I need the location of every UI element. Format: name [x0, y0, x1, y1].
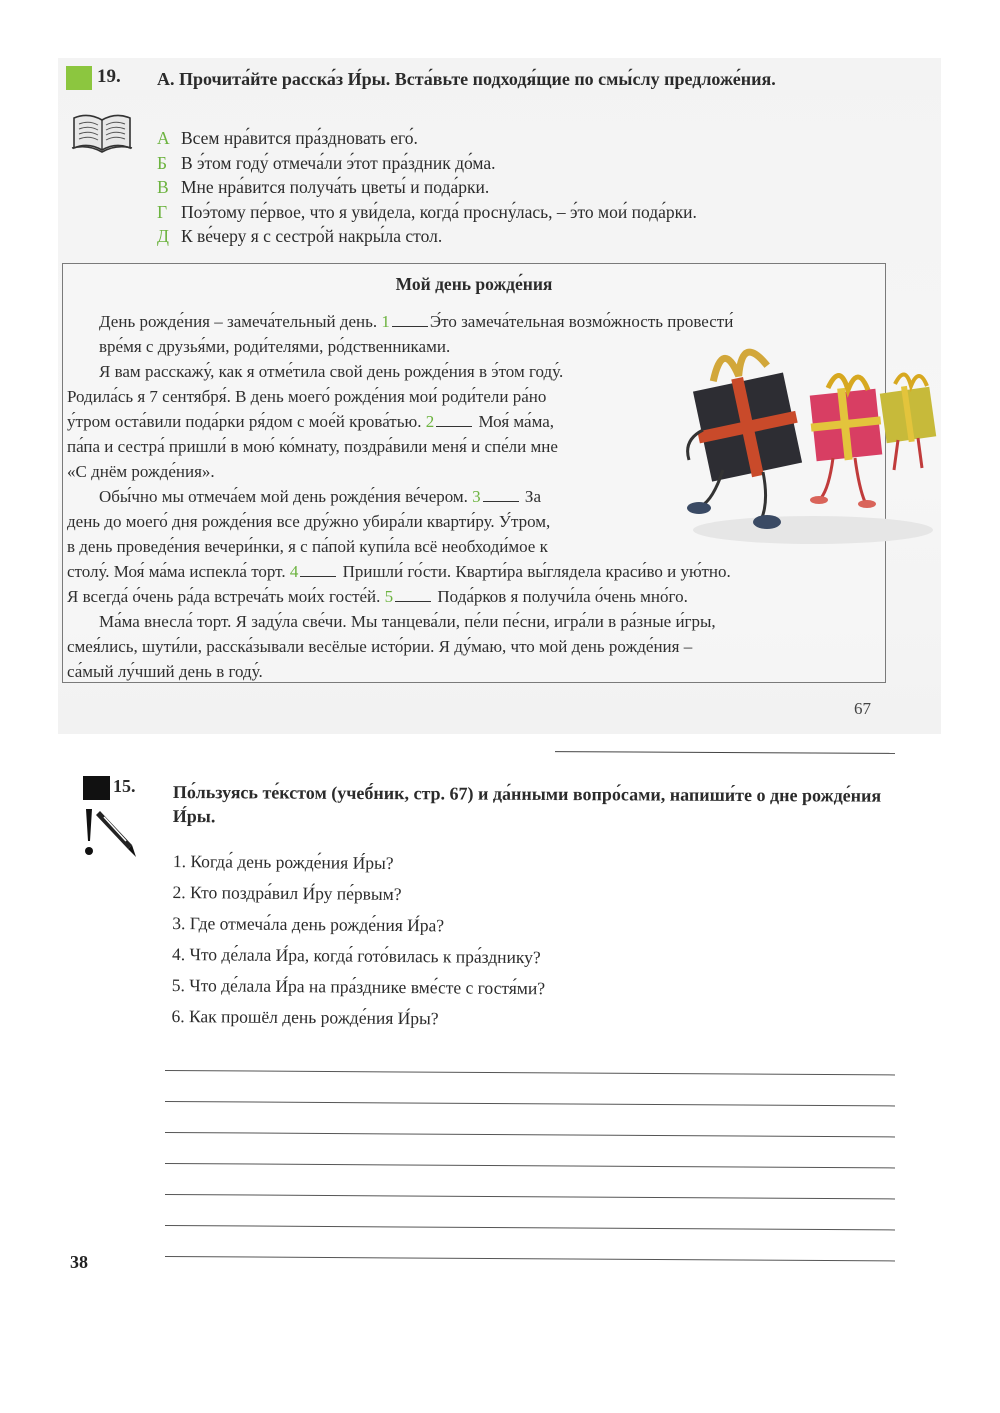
story-paragraph-3: Обы́чно мы отмеча́ем мой день рожде́ния ве́чером. 3 За	[99, 487, 541, 506]
answer-line[interactable]	[165, 1040, 895, 1075]
exercise-19-number: 19.	[97, 66, 121, 87]
story-paragraph-4-cont: смея́лись, шути́ли, расска́зывали весёлые исто́рии. Я ду́маю, что мой день рожде́ния – са́мый лу́чший день в году́.	[67, 637, 693, 681]
exercise-15-title: По́льзуясь те́кстом (учеб́ник, стр. 67) и да́нными вопро́сами, напиши́те о дне рожде́ния И́ры.	[172, 782, 882, 827]
pen-exclamation-icon	[80, 805, 140, 865]
story-paragraph-4: Ма́ма внесла́ торт. Я заду́ла све́чи. Мы танцева́ли, пе́ли пе́сни, игра́ли в ра́зные и́гры,	[99, 612, 716, 631]
question-4: 4. Что де́лала И́ра, когда́ гото́вилась к пра́зднику?	[171, 943, 541, 968]
option-g: Г Поэ́тому пе́рвое, что я уви́дела, когда́ просну́лась, – э́то мои́ пода́рки.	[157, 201, 697, 222]
gap-2-number: 2	[425, 412, 435, 431]
exercise-15-marker	[83, 776, 110, 800]
answer-line[interactable]	[165, 1195, 895, 1230]
answer-line[interactable]	[165, 1133, 895, 1168]
walking-gifts-illustration	[683, 330, 941, 555]
question-list	[171, 846, 733, 1037]
exercise-19-marker	[66, 66, 92, 90]
open-book-icon	[70, 108, 134, 159]
gap-3-number: 3	[472, 487, 481, 506]
gap-4-blank[interactable]	[300, 563, 336, 577]
answer-line[interactable]	[165, 1164, 895, 1199]
answer-lines	[165, 1040, 895, 1257]
gap-2-blank[interactable]	[436, 413, 472, 427]
workbook-page-number: 38	[70, 1252, 88, 1272]
option-a: А Всем нра́вится пра́здновать его́.	[157, 128, 418, 148]
option-b: Б В э́том году́ отмеча́ли э́тот пра́здник до́ма.	[157, 152, 496, 173]
option-d: Д К ве́черу я с сестро́й накры́ла стол.	[157, 226, 443, 246]
option-v: В Мне нра́вится получа́ть цветы́ и пода́рки.	[157, 177, 490, 197]
answer-line[interactable]	[165, 1071, 895, 1106]
question-2: 2. Кто поздра́вил И́ру пе́рвым?	[172, 881, 402, 904]
gap-1-blank[interactable]	[392, 313, 428, 327]
story-paragraph-1: День рожде́ния – замеча́тельный день. 1 Э́то замеча́тельная возмо́жность провести́ вре́мя с друзья́ми, роди́телями, ро́дственниками.	[99, 312, 734, 356]
answer-line[interactable]	[165, 1102, 895, 1137]
question-3: 3. Где отмеча́ла день рожде́ния И́ра?	[172, 912, 445, 936]
separator-line	[555, 751, 895, 754]
gap-5-blank[interactable]	[395, 588, 431, 602]
story-title: Мой день рожде́ния	[395, 274, 553, 294]
story-paragraph-2: Я вам расскажу́, как я отме́тила свой день рожде́ния в э́том году́.	[99, 362, 564, 381]
gap-1-number: 1	[381, 312, 390, 331]
question-1: 1. Когда́ день рожде́ния И́ры?	[172, 850, 394, 873]
question-6: 6. Как прошёл день рожде́ния И́ры?	[171, 1005, 439, 1029]
gap-5-number: 5	[384, 587, 394, 606]
gap-4-number: 4	[289, 562, 299, 581]
story-paragraph-3-cont: день до моего́ дня рожде́ния все дру́жно убира́ли кварти́ру. У́тром, в день проведе́ния вечери́нки, я с па́пой купи́ла всё необходи́мое к столу́. Моя́ ма́ма испекла́ торт. 4 Пришли́ го́сти. Кварти́ра вы́глядела краси́во и ую́тно. Я всегда́ о́чень ра́да встреча́ть мои́х госте́й. 5 Пода́рков я получи́ла о́чень мно́го.	[67, 512, 731, 606]
question-5: 5. Что де́лала И́ра на пра́зднике вме́сте с гостя́ми?	[171, 974, 546, 999]
gap-3-blank[interactable]	[483, 488, 519, 502]
exercise-19-title: А. Прочита́йте расска́з И́ры. Вста́вьте подходя́щие по смы́слу предложе́ния.	[157, 69, 776, 89]
sentence-options	[157, 126, 877, 249]
answer-line[interactable]	[165, 1226, 895, 1261]
story-paragraph-2-cont: Родила́сь я 7 сентября́. В день моего́ рожде́ния мои́ роди́тели ра́но у́тром оста́вили пода́рки ря́дом с мое́й крова́тью. 2 Моя́ ма́ма, па́па и сестра́ пришли́ в мою́ ко́мнату, поздра́вили меня́ и спе́ли мне «С днём рожде́ния».	[67, 387, 558, 481]
textbook-page-number: 67	[854, 699, 871, 718]
exercise-15-number: 15.	[113, 776, 136, 796]
